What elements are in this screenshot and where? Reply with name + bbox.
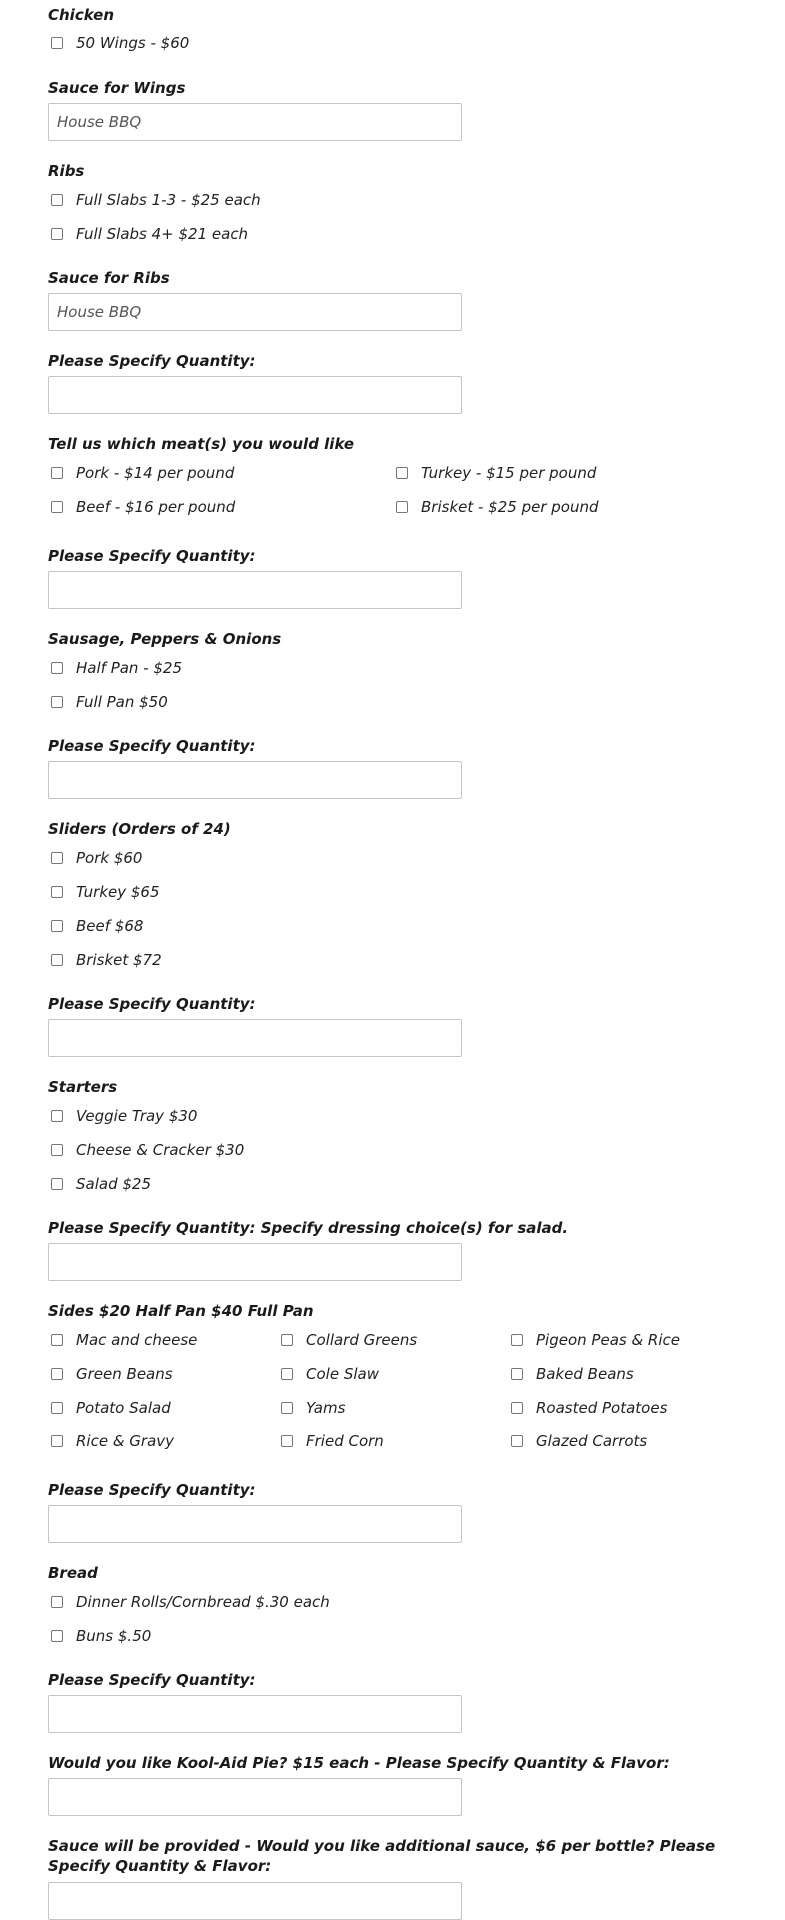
ribs-label: Ribs [48, 162, 85, 180]
starters-label: Starters [48, 1078, 118, 1096]
option-label: Collard Greens [306, 1331, 418, 1349]
option-label: Veggie Tray $30 [76, 1107, 198, 1125]
ribs-quantity-label: Please Specify Quantity: [48, 352, 256, 370]
checkbox[interactable] [51, 920, 63, 932]
option-slider-beef[interactable] [51, 916, 143, 936]
option-label: Turkey - $15 per pound [421, 464, 597, 482]
checkbox[interactable] [396, 467, 408, 479]
option-50-wings[interactable] [51, 33, 189, 53]
bread-quantity-input[interactable] [48, 1695, 462, 1733]
pie-label: Would you like Kool-Aid Pie? $15 each - Please Specify Quantity & Flavor: [48, 1754, 670, 1772]
option-pork[interactable] [51, 463, 234, 483]
option-label: Cole Slaw [306, 1365, 379, 1383]
checkbox[interactable] [511, 1334, 523, 1346]
option-rice-gravy[interactable] [51, 1431, 174, 1451]
option-label: Pork - $14 per pound [76, 464, 235, 482]
checkbox[interactable] [51, 1402, 63, 1414]
checkbox[interactable] [51, 852, 63, 864]
option-fried-corn[interactable] [281, 1431, 384, 1451]
checkbox[interactable] [51, 228, 63, 240]
option-green-beans[interactable] [51, 1364, 173, 1384]
option-cheese-cracker[interactable] [51, 1140, 244, 1160]
pie-input[interactable] [48, 1778, 462, 1816]
checkbox[interactable] [51, 1630, 63, 1642]
option-label: Brisket $72 [76, 951, 162, 969]
option-label: Salad $25 [76, 1175, 151, 1193]
sauce-ribs-input[interactable] [48, 293, 462, 331]
checkbox[interactable] [51, 194, 63, 206]
option-label: Beef - $16 per pound [76, 498, 236, 516]
option-label: Cheese & Cracker $30 [76, 1141, 245, 1159]
checkbox[interactable] [51, 1144, 63, 1156]
option-label: Dinner Rolls/Cornbread $.30 each [76, 1593, 330, 1611]
bread-quantity-label: Please Specify Quantity: [48, 1671, 256, 1689]
option-turkey[interactable] [396, 463, 596, 483]
checkbox[interactable] [51, 696, 63, 708]
option-label: Full Slabs 4+ $21 each [76, 225, 249, 243]
option-label: Rice & Gravy [76, 1432, 175, 1450]
checkbox[interactable] [51, 662, 63, 674]
option-slider-brisket[interactable] [51, 950, 162, 970]
option-label: Half Pan - $25 [76, 659, 183, 677]
checkbox[interactable] [511, 1368, 523, 1380]
option-baked-beans[interactable] [511, 1364, 634, 1384]
option-veggie-tray[interactable] [51, 1106, 197, 1126]
checkbox[interactable] [281, 1334, 293, 1346]
option-label: Fried Corn [306, 1432, 384, 1450]
option-label: Mac and cheese [76, 1331, 198, 1349]
checkbox[interactable] [51, 886, 63, 898]
option-label: Glazed Carrots [536, 1432, 648, 1450]
option-yams[interactable] [281, 1398, 345, 1418]
option-beef[interactable] [51, 497, 235, 517]
sides-quantity-input[interactable] [48, 1505, 462, 1543]
option-slider-pork[interactable] [51, 848, 142, 868]
option-full-slabs-1-3[interactable] [51, 190, 261, 210]
sausage-quantity-label: Please Specify Quantity: [48, 737, 256, 755]
option-slider-turkey[interactable] [51, 882, 160, 902]
sliders-quantity-input[interactable] [48, 1019, 462, 1057]
checkbox[interactable] [51, 1178, 63, 1190]
sauce-wings-input[interactable] [48, 103, 462, 141]
meats-quantity-input[interactable] [48, 571, 462, 609]
option-buns[interactable] [51, 1626, 151, 1646]
option-label: Brisket - $25 per pound [421, 498, 599, 516]
option-label: Pigeon Peas & Rice [536, 1331, 680, 1349]
option-salad[interactable] [51, 1174, 151, 1194]
checkbox[interactable] [51, 1368, 63, 1380]
checkbox[interactable] [281, 1368, 293, 1380]
ribs-quantity-input[interactable] [48, 376, 462, 414]
checkbox[interactable] [281, 1402, 293, 1414]
option-label: Yams [306, 1399, 346, 1417]
option-label: Buns $.50 [76, 1627, 152, 1645]
checkbox[interactable] [51, 1110, 63, 1122]
option-label: Full Slabs 1-3 - $25 each [76, 191, 261, 209]
checkbox[interactable] [51, 954, 63, 966]
sliders-quantity-label: Please Specify Quantity: [48, 995, 256, 1013]
option-cole-slaw[interactable] [281, 1364, 379, 1384]
checkbox[interactable] [51, 1596, 63, 1608]
bread-label: Bread [48, 1564, 98, 1582]
checkbox[interactable] [51, 1334, 63, 1346]
option-mac-and-cheese[interactable] [51, 1330, 197, 1350]
checkbox[interactable] [281, 1435, 293, 1447]
sausage-label: Sausage, Peppers & Onions [48, 630, 282, 648]
sauce-extra-label: Sauce will be provided - Would you like additional sauce, $6 per bottle? Please Specify Quantity & Flavor: [48, 1837, 716, 1875]
option-label: 50 Wings - $60 [76, 34, 190, 52]
option-label: Roasted Potatoes [536, 1399, 668, 1417]
option-brisket[interactable] [396, 497, 599, 517]
option-glazed-carrots[interactable] [511, 1431, 647, 1451]
option-roasted-potatoes[interactable] [511, 1398, 667, 1418]
checkbox[interactable] [51, 467, 63, 479]
starters-quantity-input[interactable] [48, 1243, 462, 1281]
option-label: Full Pan $50 [76, 693, 168, 711]
meats-quantity-label: Please Specify Quantity: [48, 547, 256, 565]
option-full-slabs-4-plus[interactable] [51, 224, 248, 244]
sides-label: Sides $20 Half Pan $40 Full Pan [48, 1302, 314, 1320]
meats-label: Tell us which meat(s) you would like [48, 435, 355, 453]
checkbox[interactable] [511, 1402, 523, 1414]
option-label: Baked Beans [536, 1365, 634, 1383]
option-dinner-rolls[interactable] [51, 1592, 330, 1612]
sausage-quantity-input[interactable] [48, 761, 462, 799]
sliders-label: Sliders (Orders of 24) [48, 820, 231, 838]
sauce-wings-label: Sauce for Wings [48, 79, 186, 97]
sauce-ribs-label: Sauce for Ribs [48, 269, 170, 287]
checkbox[interactable] [511, 1435, 523, 1447]
checkbox[interactable] [51, 1435, 63, 1447]
checkbox[interactable] [396, 501, 408, 513]
option-label: Potato Salad [76, 1399, 171, 1417]
option-label: Beef $68 [76, 917, 144, 935]
option-collard-greens[interactable] [281, 1330, 417, 1350]
starters-quantity-label: Please Specify Quantity: Specify dressing choice(s) for salad. [48, 1219, 569, 1237]
sides-quantity-label: Please Specify Quantity: [48, 1481, 256, 1499]
option-half-pan[interactable] [51, 658, 182, 678]
checkbox[interactable] [51, 501, 63, 513]
sauce-extra-input[interactable] [48, 1882, 462, 1920]
option-label: Green Beans [76, 1365, 173, 1383]
option-potato-salad[interactable] [51, 1398, 171, 1418]
checkbox[interactable] [51, 37, 63, 49]
option-label: Turkey $65 [76, 883, 160, 901]
chicken-label: Chicken [48, 6, 115, 24]
option-full-pan[interactable] [51, 692, 168, 712]
option-label: Pork $60 [76, 849, 143, 867]
option-pigeon-peas-rice[interactable] [511, 1330, 680, 1350]
